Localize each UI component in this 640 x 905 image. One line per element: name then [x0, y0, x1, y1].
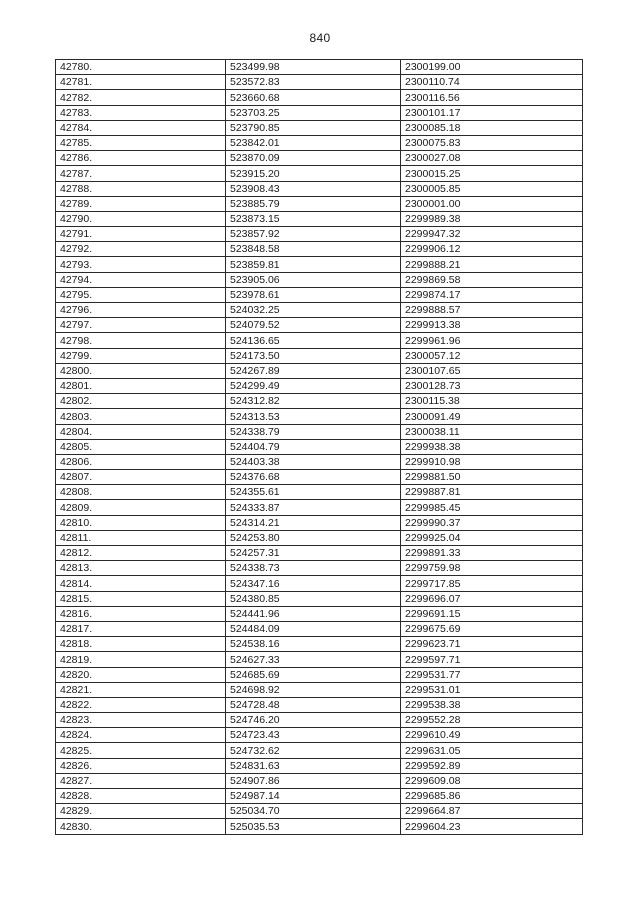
point-number-cell: 42815.: [56, 591, 226, 606]
table-row: [56, 181, 583, 196]
table-row: [56, 303, 583, 318]
y-coordinate-cell: 2299985.45: [401, 500, 583, 515]
coordinates-table-body: [56, 60, 583, 835]
page-number: 840: [309, 31, 331, 45]
point-number-cell: 42825.: [56, 743, 226, 758]
x-coordinate-cell: 524173.50: [226, 348, 401, 363]
point-number-cell: 42807.: [56, 470, 226, 485]
table-row: [56, 728, 583, 743]
table-row: [56, 105, 583, 120]
x-coordinate-cell: 525035.53: [226, 819, 401, 834]
table-row: [56, 242, 583, 257]
y-coordinate-cell: 2300091.49: [401, 409, 583, 424]
point-number-cell: 42788.: [56, 181, 226, 196]
x-coordinate-cell: 524380.85: [226, 591, 401, 606]
table-row: [56, 789, 583, 804]
point-number-cell: 42782.: [56, 90, 226, 105]
table-row: [56, 621, 583, 636]
x-coordinate-cell: 524987.14: [226, 789, 401, 804]
y-coordinate-cell: 2299869.58: [401, 272, 583, 287]
x-coordinate-cell: 524314.21: [226, 515, 401, 530]
x-coordinate-cell: 524376.68: [226, 470, 401, 485]
x-coordinate-cell: 523873.15: [226, 211, 401, 226]
y-coordinate-cell: 2299609.08: [401, 773, 583, 788]
point-number-cell: 42822.: [56, 697, 226, 712]
point-number-cell: 42823.: [56, 713, 226, 728]
x-coordinate-cell: 524338.73: [226, 561, 401, 576]
y-coordinate-cell: 2299531.01: [401, 682, 583, 697]
y-coordinate-cell: 2299906.12: [401, 242, 583, 257]
table-row: [56, 348, 583, 363]
table-row: [56, 470, 583, 485]
x-coordinate-cell: 523848.58: [226, 242, 401, 257]
y-coordinate-cell: 2299891.33: [401, 546, 583, 561]
x-coordinate-cell: 523908.43: [226, 181, 401, 196]
x-coordinate-cell: 524312.82: [226, 394, 401, 409]
point-number-cell: 42809.: [56, 500, 226, 515]
y-coordinate-cell: 2299552.28: [401, 713, 583, 728]
x-coordinate-cell: 524723.43: [226, 728, 401, 743]
point-number-cell: 42795.: [56, 287, 226, 302]
point-number-cell: 42785.: [56, 135, 226, 150]
point-number-cell: 42792.: [56, 242, 226, 257]
x-coordinate-cell: 524907.86: [226, 773, 401, 788]
point-number-cell: 42803.: [56, 409, 226, 424]
y-coordinate-cell: 2299696.07: [401, 591, 583, 606]
point-number-cell: 42824.: [56, 728, 226, 743]
y-coordinate-cell: 2299538.38: [401, 697, 583, 712]
point-number-cell: 42799.: [56, 348, 226, 363]
point-number-cell: 42780.: [56, 60, 226, 75]
table-row: [56, 318, 583, 333]
x-coordinate-cell: 523842.01: [226, 135, 401, 150]
x-coordinate-cell: 524257.31: [226, 546, 401, 561]
point-number-cell: 42818.: [56, 637, 226, 652]
table-row: [56, 652, 583, 667]
table-row: [56, 166, 583, 181]
y-coordinate-cell: 2299881.50: [401, 470, 583, 485]
table-row: [56, 743, 583, 758]
y-coordinate-cell: 2300116.56: [401, 90, 583, 105]
point-number-cell: 42793.: [56, 257, 226, 272]
x-coordinate-cell: 525034.70: [226, 804, 401, 819]
y-coordinate-cell: 2300075.83: [401, 135, 583, 150]
coordinates-table: [55, 59, 583, 835]
x-coordinate-cell: 523703.25: [226, 105, 401, 120]
y-coordinate-cell: 2299623.71: [401, 637, 583, 652]
point-number-cell: 42786.: [56, 151, 226, 166]
table-row: [56, 713, 583, 728]
point-number-cell: 42781.: [56, 75, 226, 90]
x-coordinate-cell: 524403.38: [226, 454, 401, 469]
x-coordinate-cell: 523905.06: [226, 272, 401, 287]
y-coordinate-cell: 2299597.71: [401, 652, 583, 667]
x-coordinate-cell: 524333.87: [226, 500, 401, 515]
point-number-cell: 42820.: [56, 667, 226, 682]
x-coordinate-cell: 524032.25: [226, 303, 401, 318]
table-row: [56, 409, 583, 424]
table-row: [56, 773, 583, 788]
y-coordinate-cell: 2299938.38: [401, 439, 583, 454]
table-row: [56, 120, 583, 135]
y-coordinate-cell: 2300101.17: [401, 105, 583, 120]
x-coordinate-cell: 524313.53: [226, 409, 401, 424]
y-coordinate-cell: 2300107.65: [401, 363, 583, 378]
point-number-cell: 42828.: [56, 789, 226, 804]
x-coordinate-cell: 523870.09: [226, 151, 401, 166]
table-row: [56, 485, 583, 500]
x-coordinate-cell: 523790.85: [226, 120, 401, 135]
x-coordinate-cell: 523660.68: [226, 90, 401, 105]
table-row: [56, 287, 583, 302]
y-coordinate-cell: 2300115.38: [401, 394, 583, 409]
y-coordinate-cell: 2299947.32: [401, 227, 583, 242]
table-row: [56, 211, 583, 226]
x-coordinate-cell: 524347.16: [226, 576, 401, 591]
table-row: [56, 682, 583, 697]
y-coordinate-cell: 2300128.73: [401, 378, 583, 393]
x-coordinate-cell: 524685.69: [226, 667, 401, 682]
x-coordinate-cell: 523572.83: [226, 75, 401, 90]
x-coordinate-cell: 524338.79: [226, 424, 401, 439]
point-number-cell: 42830.: [56, 819, 226, 834]
table-row: [56, 135, 583, 150]
table-row: [56, 151, 583, 166]
table-row: [56, 637, 583, 652]
y-coordinate-cell: 2299664.87: [401, 804, 583, 819]
y-coordinate-cell: 2299610.49: [401, 728, 583, 743]
point-number-cell: 42791.: [56, 227, 226, 242]
x-coordinate-cell: 524728.48: [226, 697, 401, 712]
x-coordinate-cell: 523978.61: [226, 287, 401, 302]
y-coordinate-cell: 2299531.77: [401, 667, 583, 682]
table-row: [56, 561, 583, 576]
point-number-cell: 42808.: [56, 485, 226, 500]
table-row: [56, 667, 583, 682]
y-coordinate-cell: 2300057.12: [401, 348, 583, 363]
table-row: [56, 500, 583, 515]
point-number-cell: 42806.: [56, 454, 226, 469]
point-number-cell: 42794.: [56, 272, 226, 287]
table-row: [56, 363, 583, 378]
table-row: [56, 530, 583, 545]
x-coordinate-cell: 523915.20: [226, 166, 401, 181]
y-coordinate-cell: 2299685.86: [401, 789, 583, 804]
table-row: [56, 424, 583, 439]
x-coordinate-cell: 524831.63: [226, 758, 401, 773]
point-number-cell: 42800.: [56, 363, 226, 378]
point-number-cell: 42817.: [56, 621, 226, 636]
x-coordinate-cell: 524404.79: [226, 439, 401, 454]
point-number-cell: 42829.: [56, 804, 226, 819]
y-coordinate-cell: 2299888.57: [401, 303, 583, 318]
table-row: [56, 378, 583, 393]
y-coordinate-cell: 2299717.85: [401, 576, 583, 591]
y-coordinate-cell: 2299989.38: [401, 211, 583, 226]
point-number-cell: 42821.: [56, 682, 226, 697]
point-number-cell: 42784.: [56, 120, 226, 135]
x-coordinate-cell: 523859.81: [226, 257, 401, 272]
x-coordinate-cell: 523857.92: [226, 227, 401, 242]
y-coordinate-cell: 2300085.18: [401, 120, 583, 135]
point-number-cell: 42787.: [56, 166, 226, 181]
point-number-cell: 42810.: [56, 515, 226, 530]
y-coordinate-cell: 2300005.85: [401, 181, 583, 196]
point-number-cell: 42811.: [56, 530, 226, 545]
point-number-cell: 42814.: [56, 576, 226, 591]
table-row: [56, 196, 583, 211]
point-number-cell: 42801.: [56, 378, 226, 393]
point-number-cell: 42797.: [56, 318, 226, 333]
y-coordinate-cell: 2300110.74: [401, 75, 583, 90]
x-coordinate-cell: 524538.16: [226, 637, 401, 652]
y-coordinate-cell: 2299887.81: [401, 485, 583, 500]
y-coordinate-cell: 2299888.21: [401, 257, 583, 272]
x-coordinate-cell: 523499.98: [226, 60, 401, 75]
table-row: [56, 90, 583, 105]
x-coordinate-cell: 524746.20: [226, 713, 401, 728]
y-coordinate-cell: 2300015.25: [401, 166, 583, 181]
y-coordinate-cell: 2299675.69: [401, 621, 583, 636]
x-coordinate-cell: 524732.62: [226, 743, 401, 758]
point-number-cell: 42796.: [56, 303, 226, 318]
table-row: [56, 60, 583, 75]
x-coordinate-cell: 524355.61: [226, 485, 401, 500]
table-row: [56, 804, 583, 819]
table-row: [56, 394, 583, 409]
x-coordinate-cell: 524079.52: [226, 318, 401, 333]
x-coordinate-cell: 524627.33: [226, 652, 401, 667]
y-coordinate-cell: 2299631.05: [401, 743, 583, 758]
y-coordinate-cell: 2299990.37: [401, 515, 583, 530]
table-row: [56, 697, 583, 712]
x-coordinate-cell: 524441.96: [226, 606, 401, 621]
table-row: [56, 546, 583, 561]
y-coordinate-cell: 2299925.04: [401, 530, 583, 545]
point-number-cell: 42789.: [56, 196, 226, 211]
x-coordinate-cell: 524267.89: [226, 363, 401, 378]
point-number-cell: 42813.: [56, 561, 226, 576]
point-number-cell: 42827.: [56, 773, 226, 788]
table-row: [56, 454, 583, 469]
table-row: [56, 333, 583, 348]
point-number-cell: 42819.: [56, 652, 226, 667]
x-coordinate-cell: 524299.49: [226, 378, 401, 393]
x-coordinate-cell: 524698.92: [226, 682, 401, 697]
table-row: [56, 576, 583, 591]
table-row: [56, 819, 583, 834]
table-row: [56, 75, 583, 90]
point-number-cell: 42802.: [56, 394, 226, 409]
y-coordinate-cell: 2300027.08: [401, 151, 583, 166]
y-coordinate-cell: 2299604.23: [401, 819, 583, 834]
point-number-cell: 42783.: [56, 105, 226, 120]
point-number-cell: 42816.: [56, 606, 226, 621]
table-row: [56, 257, 583, 272]
table-row: [56, 758, 583, 773]
point-number-cell: 42790.: [56, 211, 226, 226]
table-row: [56, 272, 583, 287]
table-row: [56, 227, 583, 242]
x-coordinate-cell: 524136.65: [226, 333, 401, 348]
y-coordinate-cell: 2299910.98: [401, 454, 583, 469]
point-number-cell: 42812.: [56, 546, 226, 561]
y-coordinate-cell: 2300001.00: [401, 196, 583, 211]
y-coordinate-cell: 2299874.17: [401, 287, 583, 302]
point-number-cell: 42798.: [56, 333, 226, 348]
point-number-cell: 42805.: [56, 439, 226, 454]
table-row: [56, 515, 583, 530]
table-row: [56, 439, 583, 454]
point-number-cell: 42826.: [56, 758, 226, 773]
y-coordinate-cell: 2299592.89: [401, 758, 583, 773]
point-number-cell: 42804.: [56, 424, 226, 439]
y-coordinate-cell: 2299759.98: [401, 561, 583, 576]
table-row: [56, 591, 583, 606]
y-coordinate-cell: 2299961.96: [401, 333, 583, 348]
x-coordinate-cell: 524484.09: [226, 621, 401, 636]
y-coordinate-cell: 2300199.00: [401, 60, 583, 75]
y-coordinate-cell: 2300038.11: [401, 424, 583, 439]
y-coordinate-cell: 2299913.38: [401, 318, 583, 333]
x-coordinate-cell: 523885.79: [226, 196, 401, 211]
y-coordinate-cell: 2299691.15: [401, 606, 583, 621]
x-coordinate-cell: 524253.80: [226, 530, 401, 545]
table-row: [56, 606, 583, 621]
